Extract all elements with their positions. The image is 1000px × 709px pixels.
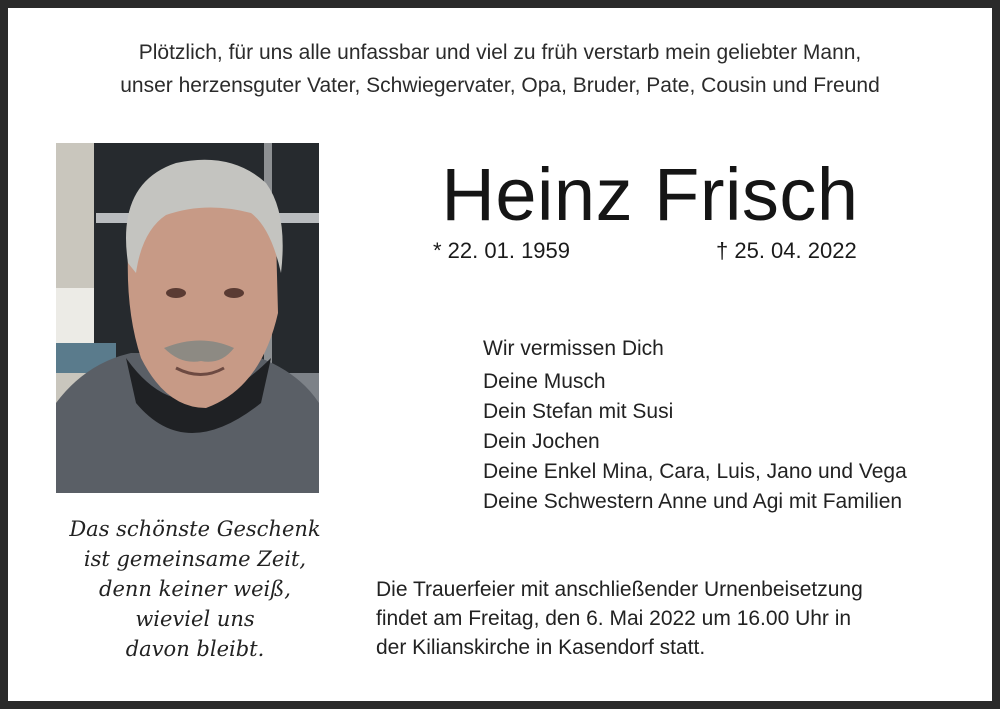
mourner-line: Deine Enkel Mina, Cara, Luis, Jano und Vega (483, 460, 907, 483)
mourner-line: Deine Musch (483, 370, 606, 393)
intro-text (0, 36, 1000, 102)
quote-line: davon bleibt. (125, 637, 265, 661)
quote-line: wieviel uns (135, 607, 255, 631)
intro-line: unser herzensguter Vater, Schwiegervater, Opa, Bruder, Pate, Cousin und Freund (120, 74, 880, 97)
portrait-photo (56, 143, 319, 493)
service-line: Die Trauerfeier mit anschließender Urnenbeisetzung (376, 578, 863, 601)
mourners-list (483, 334, 907, 517)
deceased-name: Heinz Frisch (441, 153, 859, 236)
quote-line: denn keiner weiß, (99, 577, 291, 601)
quote-line: ist gemeinsame Zeit, (83, 547, 307, 571)
mourner-line: Dein Stefan mit Susi (483, 400, 674, 423)
birth-date: * 22. 01. 1959 (433, 238, 571, 263)
service-line: findet am Freitag, den 6. Mai 2022 um 16.00 Uhr in (376, 607, 852, 630)
memorial-quote (40, 514, 350, 664)
intro-line: Plötzlich, für uns alle unfassbar und viel zu früh verstarb mein geliebter Mann, (138, 41, 862, 64)
portrait-illustration (56, 143, 319, 493)
service-line: der Kilianskirche in Kasendorf statt. (376, 636, 706, 659)
mourner-line: Wir vermissen Dich (483, 337, 664, 360)
mourner-line: Deine Schwestern Anne und Agi mit Familien (483, 490, 903, 513)
funeral-service-info (376, 575, 863, 662)
quote-line: Das schönste Geschenk (69, 517, 321, 541)
mourner-line: Dein Jochen (483, 430, 600, 453)
death-date: † 25. 04. 2022 (716, 238, 857, 263)
